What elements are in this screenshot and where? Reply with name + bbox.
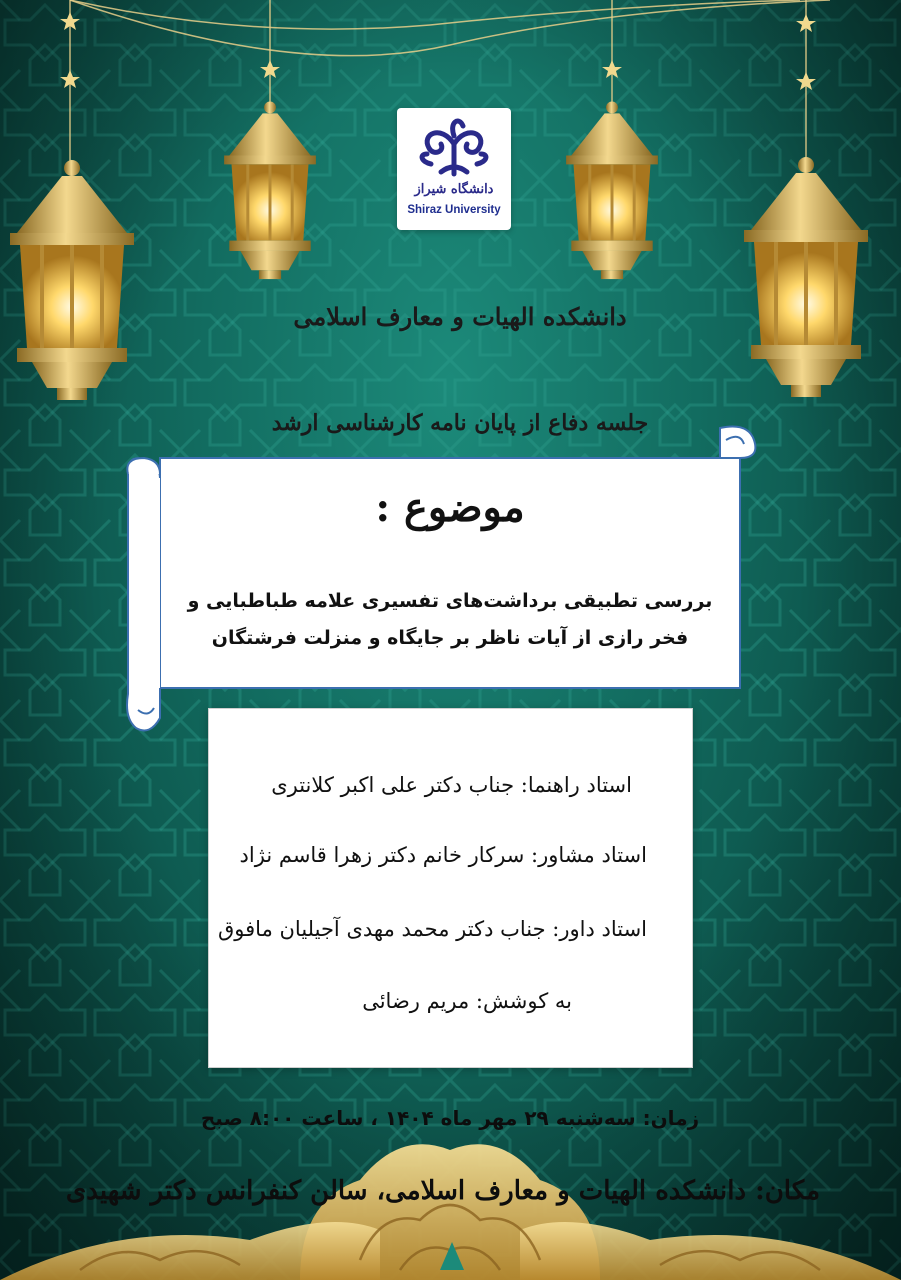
- university-logo: [397, 108, 511, 230]
- topic-line-1: بررسی تطبیقی برداشت‌های تفسیری علامه طباطبایی و: [187, 590, 713, 612]
- topic-line-2: فخر رازی از آیات ناظر بر جایگاه و منزلت فرشتگان: [211, 627, 689, 649]
- logo-english-text: Shiraz University: [407, 204, 501, 216]
- lantern-icon: [736, 155, 876, 405]
- event-time: زمان: سه‌شنبه ۲۹ مهر ماه ۱۴۰۴ ، ساعت ۸:۰۰ صبح: [200, 1106, 700, 1130]
- examiner-line: استاد داور: جناب دکتر محمد مهدی آجیلیان مافوق: [218, 917, 647, 941]
- logo-persian-text: دانشگاه شیراز: [414, 182, 494, 197]
- event-location: مکان: دانشکده الهیات و معارف اسلامی، سالن کنفرانس دکتر شهیدی: [65, 1176, 820, 1206]
- shiraz-university-emblem-icon: [411, 114, 497, 182]
- scroll-banner: [120, 418, 760, 738]
- lantern-icon: [560, 100, 664, 285]
- committee-box: [208, 708, 693, 1068]
- faculty-title: دانشکده الهیات و معارف اسلامی: [293, 302, 627, 331]
- supervisor-line: استاد راهنما: جناب دکتر علی اکبر کلانتری: [271, 773, 632, 797]
- event-title: جلسه دفاع از پایان نامه کارشناسی ارشد: [271, 410, 649, 436]
- advisor-line: استاد مشاور: سرکار خانم دکتر زهرا قاسم نژاد: [239, 843, 647, 867]
- lantern-icon: [218, 100, 322, 285]
- student-line: به کوشش: مریم رضائی: [362, 989, 572, 1013]
- topic-label: موضوع :: [375, 484, 525, 531]
- lantern-icon: [2, 158, 142, 408]
